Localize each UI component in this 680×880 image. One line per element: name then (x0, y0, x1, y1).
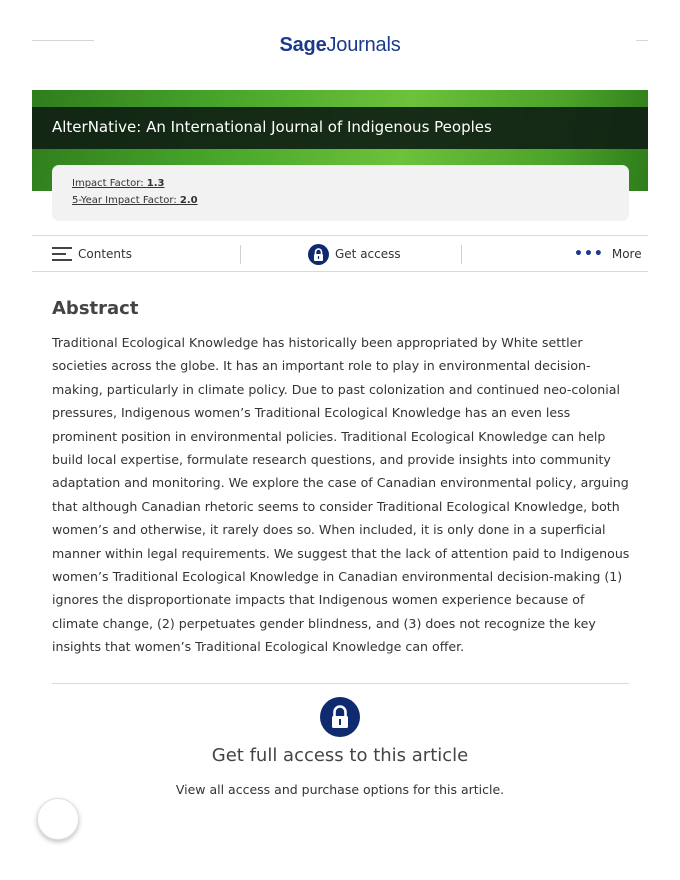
section-divider (52, 683, 629, 684)
abstract-heading: Abstract (52, 298, 139, 319)
contents-button[interactable] (52, 236, 132, 272)
get-access-button[interactable] (308, 236, 401, 272)
journal-title[interactable]: AlterNative: An International Journal of Indigenous Peoples (52, 118, 492, 136)
access-heading: Get full access to this article (211, 745, 469, 766)
more-button[interactable] (574, 236, 642, 272)
lock-icon (320, 697, 360, 737)
lock-icon (308, 244, 329, 265)
brand-part1: Sage (279, 34, 327, 56)
top-bar (0, 0, 680, 90)
abstract-body: Traditional Ecological Knowledge has historically been appropriated by White settler societies across the globe. It has an important role to play in environmental decision-making, particularly in climate policy. Due to past colonization and continued neo-colonial pressures, Indigenous women’s Traditional Ecological Knowledge has an even less prominent position in environmental policies. Traditional Ecological Knowledge can help build local expertise, formulate research questions, and provide insights into community adaptation and monitoring. We explore the case of Canadian environmental policy, arguing that although Canadian rhetoric seems to consider Traditional Ecological Knowledge, both women’s and otherwise, it rarely does so. When included, it is only done in a superficial manner within legal requirements. We suggest that the lack of attention paid to Indigenous women’s Traditional Ecological Knowledge in Canadian environmental decision-making (1) ignores the disproportionate impacts that Indigenous women experience because of climate change, (2) perpetuates gender blindness, and (3) does not recognize the key insights that women’s Traditional Ecological Knowledge can offer. (52, 335, 630, 655)
nav-separator (461, 245, 462, 264)
five-year-impact-factor-link[interactable] (72, 195, 198, 206)
impact-factor-link[interactable] (72, 178, 164, 189)
impact-factor-value: 1.3 (146, 178, 165, 189)
five-year-impact-value: 2.0 (179, 195, 198, 206)
five-year-impact-label: 5-Year Impact Factor: (72, 195, 180, 206)
get-access-label: Get access (335, 247, 401, 261)
more-dots-icon: ••• (574, 246, 604, 262)
brand-part2: Journals (326, 34, 401, 56)
access-options-text[interactable]: View all access and purchase options for this article. (175, 782, 505, 797)
floating-action-button[interactable] (37, 798, 79, 840)
nav-separator (240, 245, 241, 264)
contents-label: Contents (78, 247, 132, 261)
more-label: More (611, 247, 642, 261)
impact-factor-label: Impact Factor: (72, 178, 147, 189)
sage-journals-logo[interactable] (0, 34, 680, 57)
menu-icon (52, 246, 72, 262)
impact-metrics-card (52, 165, 629, 221)
article-nav-bar (32, 235, 648, 272)
